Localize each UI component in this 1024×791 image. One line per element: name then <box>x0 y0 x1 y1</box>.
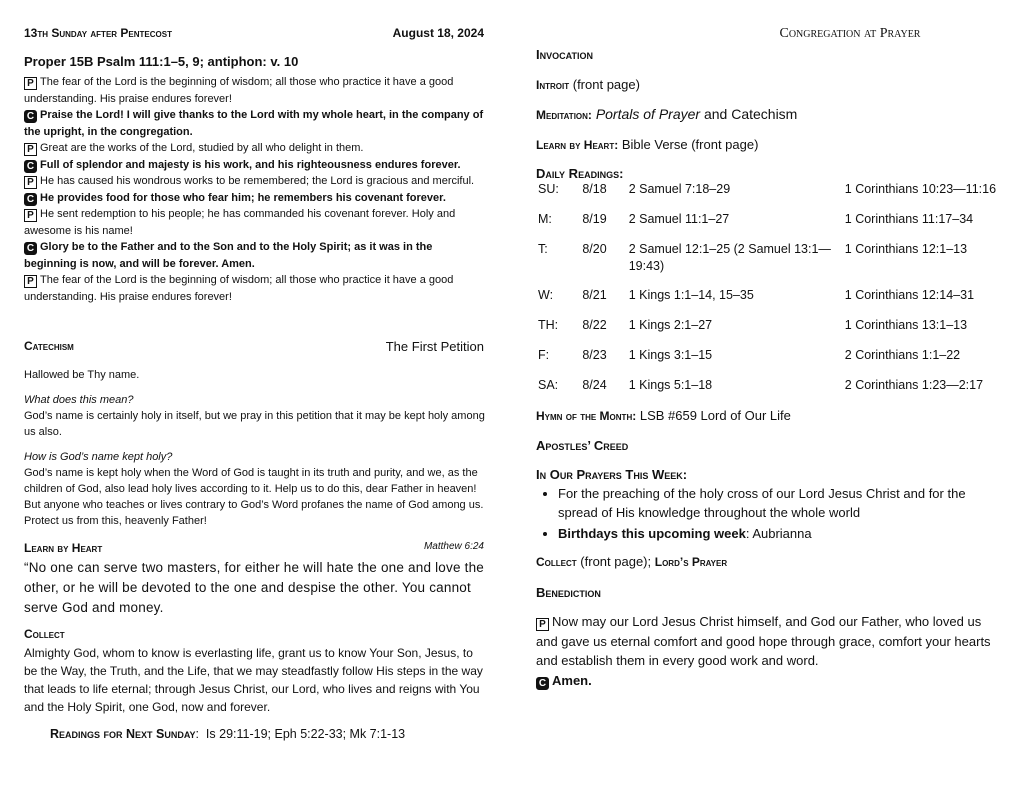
table-row: TH: 8/22 1 Kings 2:1–27 1 Corinthians 13:1–13 <box>538 318 968 332</box>
congregation-badge-icon: C <box>24 160 37 173</box>
catechism-qa-1: What does this mean? God’s name is certainly holy in itself, but we pray in this petition that it may be kept holy among us also. <box>24 394 485 438</box>
collect-prayer: Almighty God, whom to know is everlasting life, grant us to know Your Son, Jesus, to be the Way, the Truth, and the Life, that we may steadfastly follow His steps in the way that leads to life eternal; through Jesus Christ, our Lord, who lives and reigns with You and the Holy Spirit, one God, now and forever. <box>24 646 483 714</box>
psalm-responsive-reading <box>24 74 486 305</box>
right-page-title: Congregation at Prayer <box>779 26 921 41</box>
service-date: August 18, 2024 <box>392 26 484 40</box>
psalm-line: P The fear of the Lord is the beginning of wisdom; all those who practice it have a good understanding. His praise endures forever! <box>24 274 454 303</box>
learn-by-heart-line: Learn by Heart: Bible Verse (front page) <box>536 137 759 152</box>
collect-heading: Collect <box>24 627 65 641</box>
psalm-line: P He has caused his wondrous works to be remembered; the Lord is gracious and merciful. <box>24 173 486 190</box>
congregation-badge-icon: C <box>24 242 37 255</box>
memory-verse: “No one can serve two masters, for either he will hate the one and love the other, or he will be devoted to the one and despise the other. You cannot serve God and money. <box>24 560 484 615</box>
psalm-line: C He provides food for those who fear him; he remembers his covenant forever. <box>24 190 486 207</box>
psalm-line: C Full of splendor and majesty is his work, and his righteousness endures forever. <box>24 157 486 174</box>
pastor-badge-icon: P <box>24 275 37 288</box>
pastor-badge-icon: P <box>536 618 549 631</box>
psalm-line: C Praise the Lord! I will give thanks to the Lord with my whole heart, in the company of the upright, in the congregation. <box>24 109 484 138</box>
psalm-line: P Great are the works of the Lord, studied by all who delight in them. <box>24 140 486 157</box>
learn-by-heart-heading-row <box>24 541 484 555</box>
congregation-badge-icon: C <box>24 193 37 206</box>
table-row: F: 8/23 1 Kings 3:1–15 2 Corinthians 1:1–22 <box>538 348 961 362</box>
introit-line: Introit (front page) <box>536 77 640 92</box>
table-row: M: 8/19 2 Samuel 11:1–27 1 Corinthians 11:17–34 <box>538 212 974 226</box>
congregation-badge-icon: C <box>24 110 37 123</box>
prayers-heading: In Our Prayers This Week: <box>536 467 688 482</box>
catechism-body <box>24 367 486 538</box>
petition-text: Hallowed be Thy name. <box>24 369 140 381</box>
pastor-badge-icon: P <box>24 143 37 156</box>
pastor-badge-icon: P <box>24 209 37 222</box>
catechism-qa-2: How is God’s name kept holy? God’s name is kept holy when the Word of God is taught in its truth and purity, and we, as the children of God, also lead holy lives according to it. Help us to do this, dear Father in heaven! But anyone who teaches or lives contrary to God’s Word profanes the name of God among us. Protect us from this, heavenly Father! <box>24 451 484 527</box>
table-row: SA: 8/24 1 Kings 5:1–18 2 Corinthians 1:23—2:17 <box>538 378 984 392</box>
list-item: • For the preaching of the holy cross of our Lord Jesus Christ and for the spread of His knowledge throughout the whole world <box>558 484 998 522</box>
psalm-line: P He sent redemption to his people; he has commanded his covenant forever. Holy and awesome is his name! <box>24 208 456 237</box>
pastor-badge-icon: P <box>24 77 37 90</box>
benediction-heading: Benediction <box>536 585 601 600</box>
table-row: SU: 8/18 2 Samuel 7:18–29 1 Corinthians 10:23—11:16 <box>538 182 997 196</box>
creed-heading: Apostles’ Creed <box>536 438 629 453</box>
daily-readings-table <box>538 181 1024 407</box>
verse-reference: Matthew 6:24 <box>423 541 484 552</box>
catechism-petition: The First Petition <box>385 339 484 354</box>
psalm-line: P The fear of the Lord is the beginning of wisdom; all those who practice it have a good understanding. His praise endures forever! <box>24 76 454 105</box>
invocation-heading: Invocation <box>536 47 593 62</box>
collect-line: Collect (front page); Lord’s Prayer <box>536 554 728 569</box>
catechism-heading: Catechism <box>24 339 74 353</box>
catechism-heading-row <box>24 339 484 353</box>
next-sunday-readings: Readings for Next Sunday: Is 29:11-19; Eph 5:22-33; Mk 7:1-13 <box>50 727 406 741</box>
table-row: T: 8/20 2 Samuel 12:1–25 (2 Samuel 13:1—19:43) 1 Corinthians 12:1–13 <box>538 242 968 273</box>
page-header <box>24 26 484 40</box>
hymn-line: Hymn of the Month: LSB #659 Lord of Our Life <box>536 408 791 423</box>
meditation-line: Meditation: Portals of Prayer and Catechism <box>536 106 798 122</box>
prayer-list <box>536 484 998 545</box>
learn-by-heart-heading: Learn by Heart <box>24 541 103 555</box>
psalm-title: Proper 15B Psalm 111:1–5, 9; antiphon: v. 10 <box>24 54 299 69</box>
daily-readings-heading: Daily Readings: <box>536 166 624 181</box>
benediction-text: P Now may our Lord Jesus Christ himself, and God our Father, who loved us and gave us eternal comfort and good hope through grace, comfort your hearts and establish them in every good work and word. C Amen. <box>536 614 991 689</box>
pastor-badge-icon: P <box>24 176 37 189</box>
table-row: W: 8/21 1 Kings 1:1–14, 15–35 1 Corinthians 12:14–31 <box>538 288 975 302</box>
congregation-badge-icon: C <box>536 677 549 690</box>
list-item: • Birthdays this upcoming week: Aubrianna <box>558 524 998 543</box>
sunday-title: 13th Sunday after Pentecost <box>24 26 172 40</box>
psalm-line: C Glory be to the Father and to the Son and to the Holy Spirit; as it was in the beginning is now, and will be forever. Amen. <box>24 241 433 270</box>
